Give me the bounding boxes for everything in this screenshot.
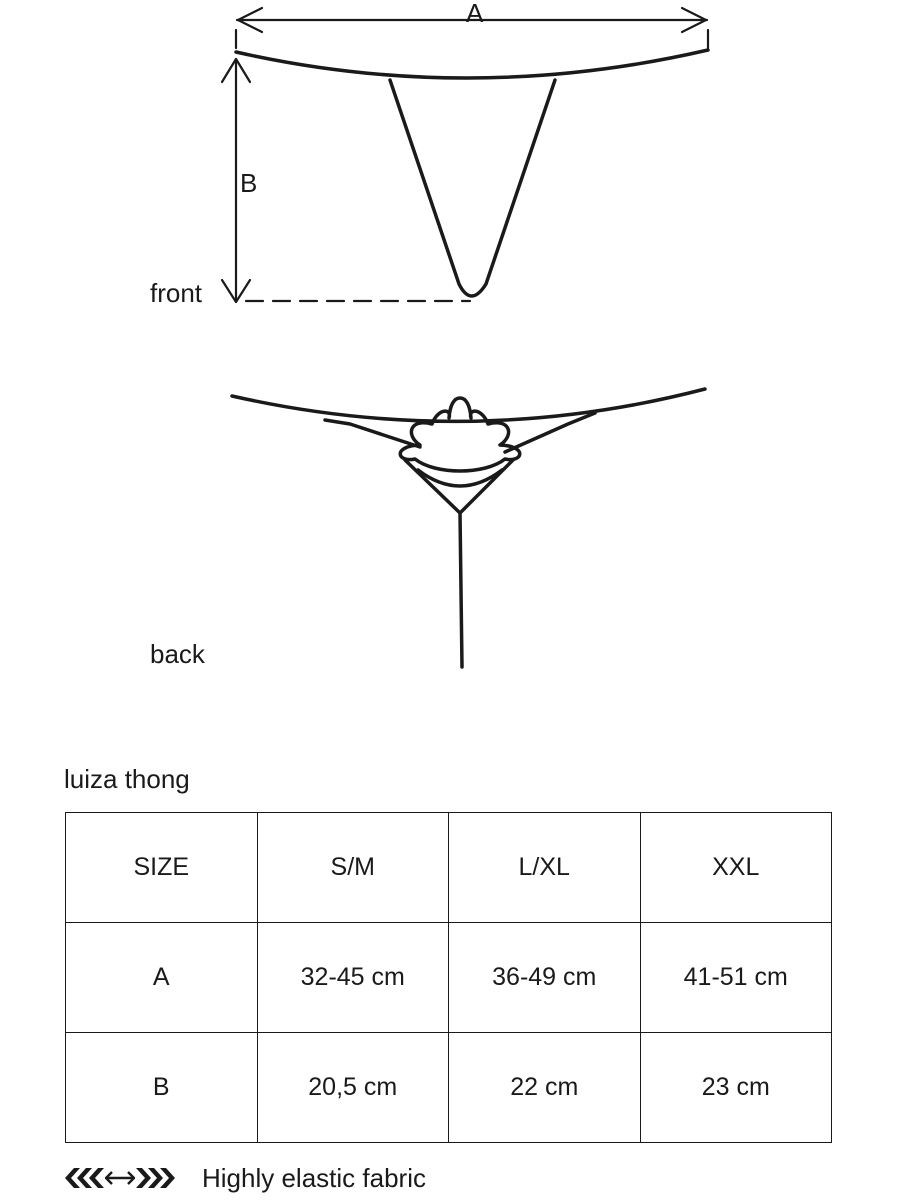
stretch-arrows-icon	[62, 1166, 178, 1190]
front-waistband	[236, 50, 708, 78]
header-cell-xxl: XXL	[640, 813, 832, 923]
row-label-a: A	[66, 923, 258, 1033]
row-label-b: B	[66, 1033, 258, 1143]
header-cell-s-m: S/M	[257, 813, 449, 923]
product-title: luiza thong	[64, 764, 190, 794]
cell-a-xxl: 41-51 cm	[640, 923, 832, 1033]
cell-b-l-xl: 22 cm	[449, 1033, 641, 1143]
dimension-b-label: B	[240, 168, 258, 198]
feature-text: Highly elastic fabric	[202, 1162, 426, 1193]
cell-a-s-m: 32-45 cm	[257, 923, 449, 1033]
dimension-a-label: A	[466, 0, 484, 28]
back-left-strap	[325, 420, 420, 447]
cell-b-s-m: 20,5 cm	[257, 1033, 449, 1143]
back-string	[460, 513, 462, 667]
table-header-row	[66, 813, 832, 923]
front-panel	[390, 80, 555, 296]
cell-b-xxl: 23 cm	[640, 1033, 832, 1143]
feature-elastic	[62, 1160, 426, 1196]
table-row	[66, 923, 832, 1033]
header-cell-size: SIZE	[66, 813, 258, 923]
size-table	[65, 812, 832, 1143]
header-cell-l-xl: L/XL	[449, 813, 641, 923]
back-label: back	[150, 639, 205, 669]
table-row	[66, 1033, 832, 1143]
back-flower	[400, 398, 520, 471]
cell-a-l-xl: 36-49 cm	[449, 923, 641, 1033]
front-label: front	[150, 278, 203, 308]
dimension-b-arrow	[222, 59, 470, 302]
